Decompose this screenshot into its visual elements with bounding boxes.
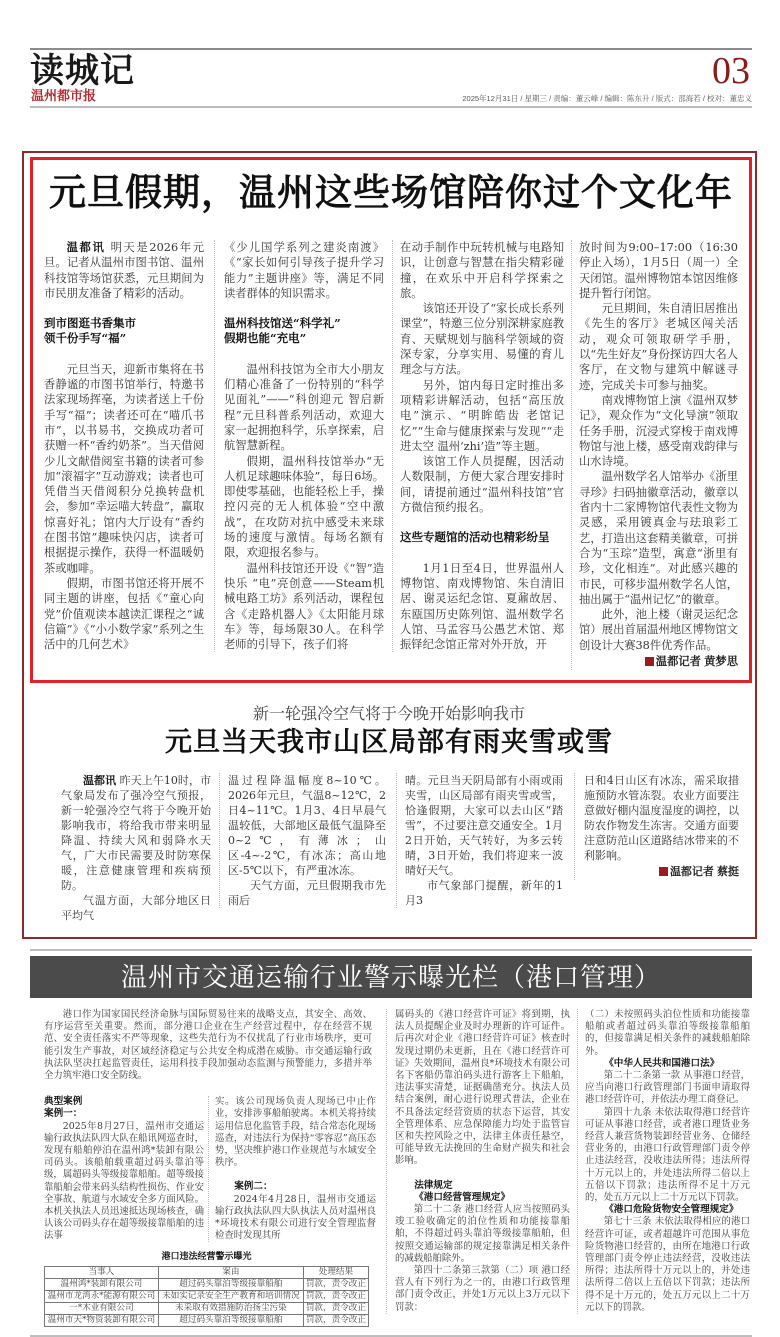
notice-title-bar xyxy=(30,956,752,998)
section-title: 读城记 xyxy=(30,51,135,91)
cause-cell: 未采取有效措施防治扬尘污染 xyxy=(158,1302,303,1314)
lead-tag: 温都讯 xyxy=(83,774,117,788)
law-title: 《港口经营管理规定》 xyxy=(414,1191,511,1203)
violations-table xyxy=(44,1266,369,1327)
paragraph: 在动手制作中玩转机械与电路知识，让创意与智慧在指尖精彩碰撞，在欢乐中开启科学探索之旅。 xyxy=(400,241,564,300)
story2-column-4 xyxy=(574,773,739,880)
paragraph: 2025年8月27日，温州市交通运输行政执法队四大队在船讯网巡查时，发现有船舶停泊在温州鸿*装卸有限公司码头。该船舶载重超过码头靠泊等级，属超码头等级接靠船舶。超等级接靠船舶会带来码头结构性损伤、作业安全事故、航道与水域安全多方面风险。本机关执法人员迅速抵达现场核查，确认该公司码头存在超等级接靠船舶的违法事 xyxy=(44,1120,204,1242)
cases-heading: 典型案例 xyxy=(44,1096,83,1108)
notice-column-4 xyxy=(577,1009,750,1314)
lead-tag: 温都讯 xyxy=(66,240,106,254)
story1-byline xyxy=(579,655,738,670)
paragraph: （二）未按照码头泊位性质和功能接靠船舶或者超过码头靠泊等级接靠船舶的，但接靠满足相关条件的减载船舶除外。 xyxy=(585,1009,750,1057)
notice-title: 温州市交通运输行业警示曝光栏（港口管理） xyxy=(120,962,661,992)
paragraph: 1月1日至4日，世界温州人博物馆、南戏博物馆、朱自清旧居、谢灵运纪念馆、夏鼐故居、东瓯国历史陈列馆、温州数学名人馆、马孟容马公愚艺术馆、郑振铎纪念馆正常对外开放，开 xyxy=(400,561,564,652)
byline-square-icon xyxy=(645,657,654,666)
section-rule xyxy=(30,949,752,951)
paragraph: 实。该公司现场负责人现场已中止作业，安排涉事船舶驶离。本机关将持续运用信息化监管手段，结合常态化现场巡查，对违法行为保持“零容忍”高压态势，坚决维护港口作业规范与水域安全秩序。 xyxy=(215,1096,376,1169)
table-header-row xyxy=(45,1266,369,1278)
dateline: 2025年12月31日 / 星期三 / 责编：董云峰 / 编辑：陈东升 / 版式：邵海若 / 校对：董忠义 xyxy=(462,94,752,103)
subhead-line: 温州科技馆送“科学礼” xyxy=(224,316,341,331)
story-frame-outer xyxy=(22,151,757,939)
byline-square-icon xyxy=(659,867,668,876)
story1-column-4 xyxy=(571,240,738,670)
table-row xyxy=(45,1302,369,1314)
subhead-line: 假期也能“充电” xyxy=(224,331,307,346)
paragraph: 第二十二条 港口经营人应当按照码头竣工验收确定的泊位性质和功能接靠船舶，不得超过码头靠泊等级接靠船舶，但按照交通运输部的规定接靠满足相关条件的减载船舶除外。 xyxy=(395,1204,570,1264)
notice-section xyxy=(30,949,752,1337)
paragraph: 温州科技馆还开设《“智”造快乐 “电”亮创意——Steam机械电路工坊》系列活动，课程包含《走路机器人》《太阳能月球车》等，每场限30人。在科学老师的引导下，孩子们将 xyxy=(224,561,384,652)
paragraph: 该馆工作人员提醒，因活动人数限制，方便大家合理安排时间，请提前通过“温州科技馆”官方微信预约报名。 xyxy=(400,455,564,515)
story2-column-1 xyxy=(61,773,211,923)
notice-column-3 xyxy=(386,1009,570,1314)
cases-row xyxy=(44,1096,374,1242)
story1-column-1 xyxy=(44,240,204,652)
paragraph: 第七十三条 未依法取得相应的港口经营许可证，或者超越许可范围从事危险货物港口经营的，由所在地港口行政管理部门责令停止违法经营，没收违法所得；违法所得十万元以上的，并处违法所得二倍以上五倍以下罚款；违法所得不足十万元的，处五万元以上二十万元以下的罚款。 xyxy=(585,1216,750,1313)
page-number: 03 xyxy=(712,50,750,92)
byline-text: 温都记者 蔡挺 xyxy=(669,866,739,879)
party-cell: 温州市龙湾永*能源有限公司 xyxy=(45,1290,159,1302)
story1-column-2 xyxy=(214,240,384,652)
result-cell: 罚款，责令改正 xyxy=(303,1302,368,1314)
paragraph: 元旦当天，迎新市集将在书香静谧的市图书馆举行，特邀书法家现场挥毫，为读者送上千份手写“福”；读者还可在“喵爪书市”，以书易书，交换成功者可获赠一杯“香约奶茶”。当天借阅少儿文献借阅室书籍的读者可参加“滚福字”互动游戏；读者也可凭借当天借阅积分兑换转盘机会，参加“幸运喵大转盘”，赢取惊喜好礼；馆内大厅设有“香约在图书馆”趣味快闪店，读者可根据提示操作，获得一杯温暖奶茶或咖啡。 xyxy=(44,362,204,575)
byline-text: 温都记者 黄梦思 xyxy=(655,656,738,669)
notice-body xyxy=(30,998,752,1327)
case1-label: 案例一： xyxy=(44,1108,83,1120)
notice-column-2 xyxy=(208,1096,376,1242)
story-frame-highlight xyxy=(30,157,752,683)
subhead-line: 到市图逛书香集市 xyxy=(44,316,136,331)
story1-lead xyxy=(44,240,204,301)
column-header: 当事人 xyxy=(45,1266,159,1278)
notice-column-1 xyxy=(44,1096,204,1242)
story1-subhead-1 xyxy=(44,316,204,347)
section-bottom-rule xyxy=(30,1335,752,1337)
story1-subhead-2 xyxy=(224,316,384,347)
paragraph: 第二十二条第一款 从事港口经营，应当向港口行政管理部门书面申请取得港口经营许可，并依法办理工商登记。 xyxy=(585,1070,750,1106)
story2-column-2 xyxy=(219,773,386,908)
subhead-line: 领千份手写“福” xyxy=(44,331,127,346)
paragraph: 温州数学名人馆举办《浙里寻珍》扫码抽徽章活动，徽章以省内十二家博物馆代表性文物为灵感，采用镀真金与珐琅彩工艺，打造出这套精美徽章，可拼合为“玉琮”造型，寓意“浙里有珍，文化相连”。对此感兴趣的市民，可移步温州数学名人馆，抽出属于“温州记忆”的徽章。 xyxy=(579,470,738,606)
notice-intro xyxy=(44,1009,372,1082)
paragraph: 放时间为9:00–17:00（16:30停止入场），1月5日（周一）全天闭馆。温州博物馆本馆因维修提升暂行闭馆。 xyxy=(579,241,738,300)
paragraph: 温过程降温幅度8~10℃。2026年元旦，气温8~12℃，2日4~11℃。1月3、4日早晨气温较低，大部地区最低气温降至0~2℃，有薄冰；山区-4~-2℃，有冰冻；高山地区-5℃以下，有严重冰冻。 xyxy=(228,774,386,878)
paragraph: 晴。元旦当天阴局部有小雨或雨夹雪，山区局部有雨夹雪或雪，恰逢假期，大家可以去山区“踏雪”，不过要注意交通安全。1月2日开始，天气转好，为多云转晴，3日开始，我们将迎来一波晴好天气。 xyxy=(405,774,563,878)
paragraph: 市气象部门提醒，新年的1月3 xyxy=(405,879,563,908)
party-cell: 一*木业有限公司 xyxy=(45,1302,159,1314)
party-cell: 温州市天*物资装卸有限公司 xyxy=(45,1314,159,1326)
paragraph: 属码头的《港口经营许可证》将到期，执法人员提醒企业及时办理新的许可证件。后再次对企业《港口经营许可证》核查时发现过期仍未更新，且在《港口经营许可证》失效期间，温州良*环境技术有限公司名下客船仍靠泊码头进行游客上下船舶，违法事实清楚，证据确凿充分。执法人员结合案例，耐心进行说理式普法，企业在不具备法定经营资质的状态下运营，其安全管理体系、应急保障能力均处于监管盲区和失控风险之中，法律主体责任悬空，可能导致无法挽回的生命财产损失和社会影响。 xyxy=(395,1009,570,1167)
newspaper-name: 温州都市报 xyxy=(31,89,97,104)
paragraph: 日和4日山区有冰冻，需采取措施预防水管冻裂。农业方面要注意做好棚内温度湿度的调控，以防农作物发生冻害。交通方面要注意防范山区道路结冰带来的不利影响。 xyxy=(584,774,739,863)
cause-cell: 超过码头靠泊等级接靠船舶 xyxy=(158,1314,303,1326)
result-cell: 罚款，责令改正 xyxy=(303,1290,368,1302)
header-top-rule xyxy=(30,48,752,50)
header-bottom-rule xyxy=(30,106,752,108)
paragraph: 港口作为国家国民经济命脉与国际贸易往来的战略支点，其安全、高效、有序运营至关重要。然而，部分港口企业在生产经营过程中，存在经营不规范、安全责任落实不严等现象，这些失范行为不仅扰乱了行业市场秩序，更可能引发生产事故，对区域经济稳定与公共安全构成潜在威胁。市交通运输行政执法队坚决扛起监管责任，运用科技手段加强动态监测与预警能力，多措并举全力筑牢港口安全防线。 xyxy=(44,1009,372,1082)
paragraph: 气温方面，大部分地区日平均气 xyxy=(61,894,211,923)
paragraph: 天气方面，元旦假期我市先雨后 xyxy=(228,879,386,908)
story1-headline: 元旦假期，温州这些场馆陪你过个文化年 xyxy=(49,170,733,214)
table-row xyxy=(45,1314,369,1326)
story1-column-3 xyxy=(392,240,564,652)
paragraph: 假期，温州科技馆举办“无人机足球趣味体验”，每日6场。即使零基础，也能轻松上手，操控闪亮的无人机体验“空中激战”，在攻防对抗中感受未来球场的速度与激情。每场名额有限，欢迎报名参与。 xyxy=(224,454,384,560)
story2 xyxy=(30,683,748,923)
result-cell: 罚款，责令改正 xyxy=(303,1278,368,1290)
paragraph: 该馆还开设了“家长成长系列课堂”，特邀三位分别深耕家庭教育、天赋规划与脑科学领域的资深专家，分享实用、易懂的育儿理念与方法。 xyxy=(400,302,564,377)
law-heading: 法律规定 xyxy=(414,1179,453,1191)
story2-lead xyxy=(61,773,211,893)
paragraph: 《少儿国学系列之建炎南渡》《“家长如何引导孩子提升学习能力”主题讲座》等，满足不同读者群体的知识需求。 xyxy=(224,241,384,300)
story2-body xyxy=(61,773,748,923)
paragraph: 第四十二条第三款第（二）项 港口经营人有下列行为之一的，由港口行政管理部门责令改正，并处1万元以上3万元以下罚款： xyxy=(395,1265,570,1313)
paragraph: 2024年4月28日，温州市交通运输行政执法队四大队执法人员对温州良*环境技术有限公司进行安全管理监督检查时发现其所 xyxy=(215,1193,376,1242)
cause-cell: 超过码头靠泊等级接靠船舶 xyxy=(158,1278,303,1290)
paragraph: 假期，市图书馆还将开展不同主题的讲座，包括《“童心向党”价值观读本越读汇课程之“诚信篇”》《“小小数学家”系列之生活中的几何艺术》 xyxy=(44,576,204,652)
paragraph: 温州科技馆为全市大小朋友们精心准备了一份特别的“科学见面礼”——“科创迎元 智启新程”元旦科普系列活动，欢迎大家一起拥抱科学，乐享探索，启航智慧新程。 xyxy=(224,362,384,453)
lead-text: 明天是2026年元旦。记者从温州市图书馆、温州科技馆等场馆获悉，元旦期间为市民朋友准备了精彩的活动。 xyxy=(44,241,204,300)
notice-left-block xyxy=(44,1009,374,1327)
story2-byline xyxy=(584,865,739,880)
paragraph: 第四十九条 未依法取得港口经营许可证从事港口经营，或者港口理货业务经营人兼营货物装卸经营业务、仓储经营业务的，由港口行政管理部门责令停止违法经营，没收违法所得；违法所得十万元以上的，并处违法所得二倍以上五倍以下罚款；违法所得不足十万元的，处五万元以上二十万元以下罚款。 xyxy=(585,1106,750,1204)
party-cell: 温州鸿*装卸有限公司 xyxy=(45,1278,159,1290)
paragraph: 此外，池上楼（谢灵运纪念馆）展出首届温州地区博物馆文创设计大赛38件优秀作品。 xyxy=(579,608,738,652)
law-title: 《港口危险货物安全管理规定》 xyxy=(604,1204,739,1216)
law-title: 《中华人民共和国港口法》 xyxy=(604,1057,720,1069)
story2-column-3 xyxy=(396,773,563,908)
table-row xyxy=(45,1290,369,1302)
story1-body xyxy=(44,240,738,670)
cause-cell: 未如实记录安全生产教育和培训情况 xyxy=(158,1290,303,1302)
column-header: 案由 xyxy=(158,1266,303,1278)
table-row xyxy=(45,1278,369,1290)
paragraph: 南戏博物馆上演《温州双梦记》，观众作为“文化导演”领取任务手册，沉浸式穿梭于南戏博物馆与池上楼，感受南戏韵律与山水诗境。 xyxy=(579,393,738,469)
paragraph: 元旦期间，朱自清旧居推出《先生的客厅》老城区闯关活动，观众可领取研学手册，以“先生好友”身份探访四大名人客厅，在文物与建筑中解谜寻迹，完成关卡可参与抽奖。 xyxy=(579,302,738,392)
story2-subtitle: 新一轮强冷空气将于今晚开始影响我市 xyxy=(252,706,525,724)
story2-headline: 元旦当天我市山区局部有雨夹雪或雪 xyxy=(165,727,613,759)
paragraph: 另外，馆内每日定时推出多项精彩讲解活动，包括“高压放电”演示、“明眸皓齿 老馆记忆”“生命与健康探索与发现”“走进太空 温州‘zhi’造”等主题。 xyxy=(400,378,564,453)
column-header: 处理结果 xyxy=(303,1266,368,1278)
lead-text: 昨天上午10时，市气象局发布了强冷空气预报，新一轮强冷空气将于今晚开始影响我市，将给我市带来明显降温、持续大风和弱降水天气，广大市民需要及时防寒保暖，注意健康管理和疾病预防。 xyxy=(61,774,211,893)
case2-label: 案例二： xyxy=(234,1181,273,1193)
story1-subhead-3: 这些专题馆的活动也精彩纷呈 xyxy=(400,530,550,545)
result-cell: 罚款，责令改正 xyxy=(303,1314,368,1326)
table-title: 港口违法经营警示曝光 xyxy=(161,1251,252,1262)
